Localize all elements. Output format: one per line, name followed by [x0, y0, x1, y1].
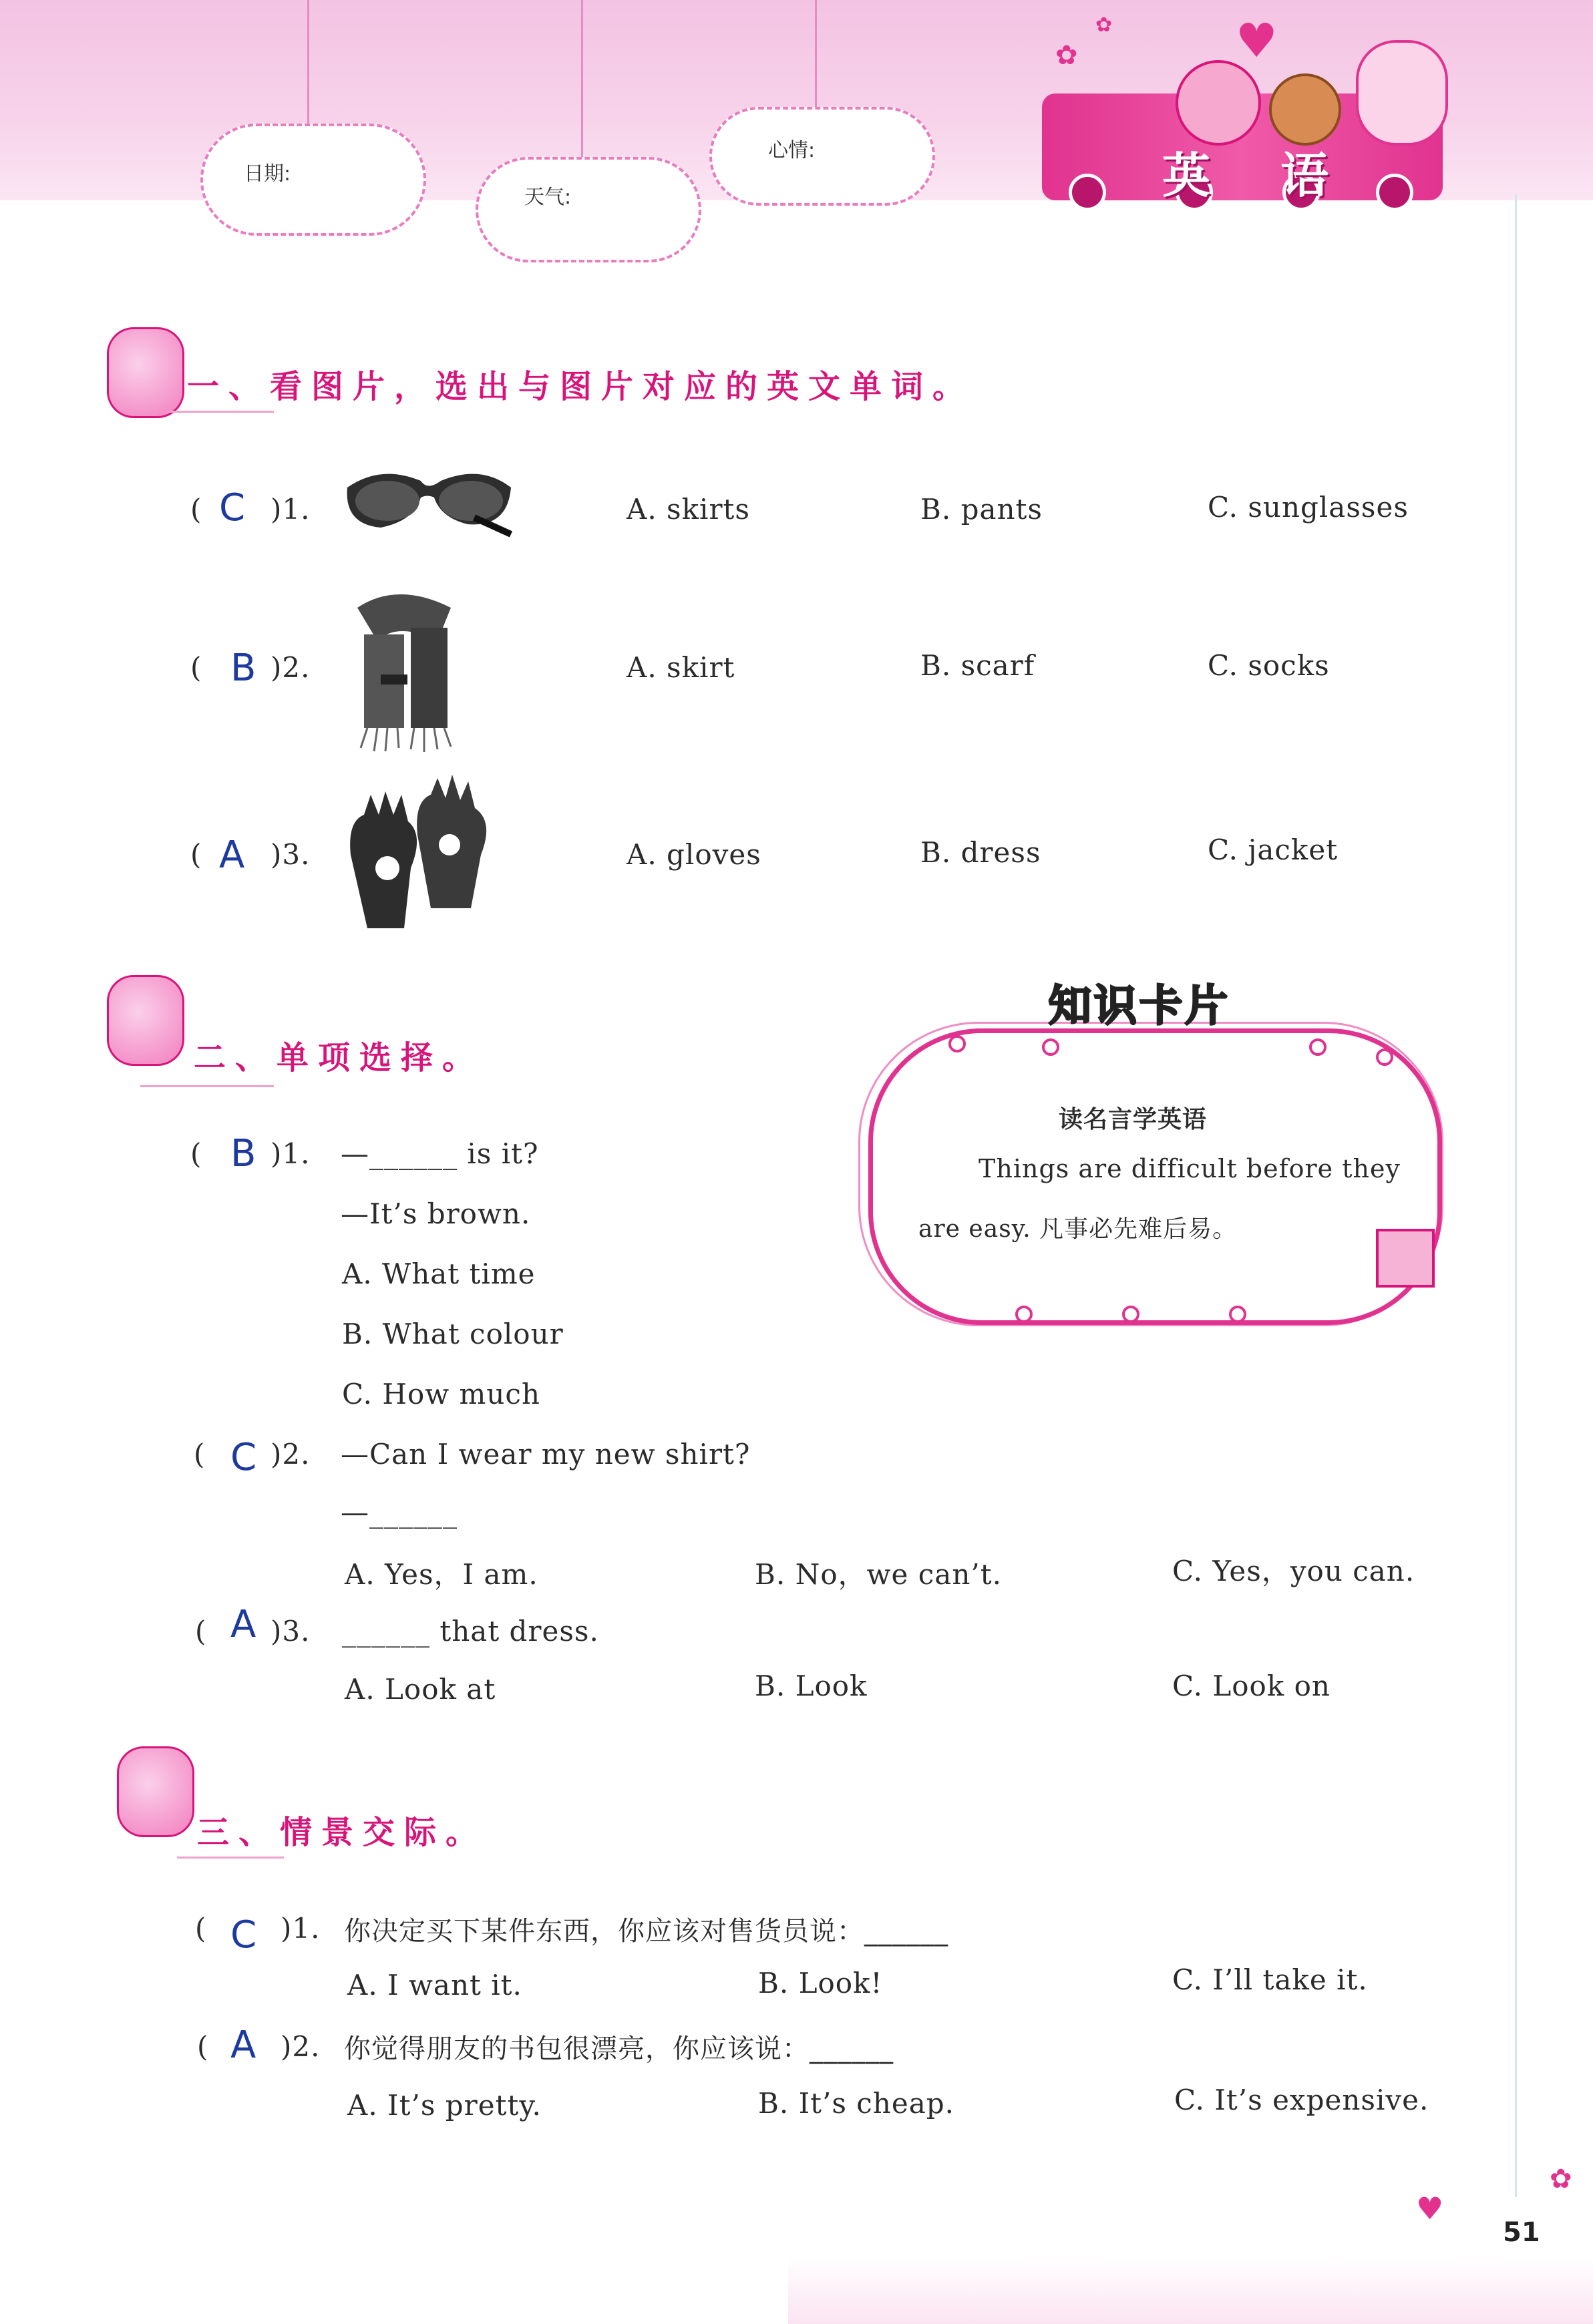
- answer-paren: (: [190, 493, 202, 526]
- option-a: A. skirts: [627, 493, 750, 526]
- answer-paren: (: [195, 1615, 206, 1648]
- page-number: 51: [1503, 2217, 1540, 2248]
- question-prompt: 你觉得朋友的书包很漂亮，你应该说：______: [344, 2034, 894, 2064]
- section-underline: [177, 1857, 284, 1859]
- question-line: —Can I wear my new shirt?: [341, 1438, 751, 1471]
- hanging-string: [581, 0, 583, 167]
- option-c: C. jacket: [1208, 833, 1339, 866]
- rabbit-section-icon: [107, 975, 184, 1066]
- question-number: )2.: [271, 1438, 311, 1471]
- card-line: Things are difficult before they: [979, 1154, 1401, 1183]
- house-icon: [1376, 1229, 1435, 1288]
- option-a: A. gloves: [627, 838, 761, 871]
- mood-cloud: [709, 107, 935, 206]
- answer-paren: (: [195, 1912, 206, 1945]
- option-a: A. I want it.: [347, 1969, 522, 2001]
- sunglasses-picture: [341, 461, 514, 541]
- question-number: )3.: [271, 1615, 311, 1648]
- question-number: )2.: [271, 651, 311, 684]
- card-heading: 读名言学英语: [1059, 1106, 1208, 1133]
- date-cloud: [200, 124, 426, 236]
- answer-paren: (: [190, 838, 202, 871]
- mood-label: 心情:: [768, 139, 816, 162]
- bear-icon: [107, 327, 184, 418]
- question-prompt: 你决定买下某件东西，你应该对售货员说：______: [344, 1916, 948, 1947]
- question-line: —______: [341, 1496, 458, 1529]
- option-b: B. What colour: [342, 1318, 564, 1350]
- bead-icon: [948, 1035, 966, 1052]
- answer-mark: C: [230, 1913, 257, 1957]
- option-b: B. scarf: [920, 649, 1035, 682]
- rabbit-icon: [1356, 40, 1448, 146]
- town-decoration: [788, 2257, 1593, 2324]
- option-c: C. How much: [342, 1378, 541, 1410]
- answer-paren: (: [190, 1137, 202, 1170]
- date-label: 日期:: [244, 162, 291, 186]
- gloves-picture: [337, 775, 511, 935]
- section2-title: 二、单项选择。: [194, 1039, 484, 1077]
- option-b: B. dress: [920, 836, 1041, 869]
- flower-icon: ✿: [1095, 13, 1113, 37]
- answer-paren: (: [194, 1438, 205, 1471]
- bead-icon: [1042, 1038, 1059, 1056]
- option-c: C. socks: [1208, 649, 1330, 682]
- question-line: —It’s brown.: [341, 1197, 531, 1230]
- answer-mark: A: [219, 833, 245, 877]
- option-c: C. It’s expensive.: [1174, 2084, 1429, 2116]
- weather-label: 天气:: [524, 186, 572, 209]
- bead-icon: [1122, 1306, 1139, 1323]
- option-a: A. skirt: [627, 651, 735, 684]
- monkey-icon: [1269, 73, 1341, 146]
- bead-icon: [1376, 1048, 1393, 1066]
- option-b: B. Look!: [758, 1967, 883, 1999]
- option-b: B. Look: [755, 1670, 868, 1702]
- heart-icon: ♥: [1416, 2190, 1444, 2226]
- question-line: —______ is it?: [341, 1137, 539, 1170]
- option-b: B. It’s cheap.: [758, 2087, 954, 2120]
- subject-title: 英 语: [1162, 148, 1356, 204]
- question-number: )1.: [281, 1912, 321, 1945]
- option-a: A. It’s pretty.: [347, 2089, 542, 2122]
- bead-icon: [1229, 1306, 1246, 1323]
- option-a: A. Look at: [345, 1673, 496, 1706]
- answer-mark: C: [230, 1436, 257, 1479]
- section3-title: 三、情景交际。: [197, 1814, 488, 1851]
- option-a: A. Yes，I am.: [345, 1558, 538, 1591]
- answer-mark: B: [230, 646, 256, 690]
- margin-rule: [1515, 194, 1517, 2197]
- flower-icon: ✿: [1055, 40, 1078, 71]
- flower-icon: ✿: [1550, 2164, 1572, 2194]
- card-title: 知识卡片: [1049, 982, 1230, 1031]
- option-c: C. I’ll take it.: [1172, 1963, 1368, 1996]
- option-c: C. sunglasses: [1208, 491, 1409, 524]
- option-c: C. Yes，you can.: [1172, 1555, 1415, 1587]
- answer-mark: C: [219, 486, 246, 530]
- question-line: ______ that dress.: [342, 1615, 599, 1648]
- answer-mark: A: [230, 1603, 256, 1646]
- option-c: C. Look on: [1172, 1670, 1331, 1702]
- hanging-string: [815, 0, 817, 114]
- option-b: B. No，we can’t.: [755, 1558, 1002, 1591]
- question-number: )3.: [271, 838, 311, 871]
- wheel-icon: [1069, 174, 1106, 211]
- question-number: )2.: [281, 2030, 321, 2063]
- answer-paren: (: [190, 651, 202, 684]
- answer-paren: (: [197, 2030, 208, 2063]
- section-underline: [167, 411, 274, 413]
- bead-icon: [1309, 1038, 1326, 1056]
- scarf-picture: [337, 581, 478, 755]
- option-a: A. What time: [342, 1257, 536, 1290]
- answer-mark: A: [230, 2023, 256, 2067]
- section1-title: 一、看图片，选出与图片对应的英文单词。: [187, 368, 975, 405]
- option-b: B. pants: [920, 493, 1043, 526]
- boy-icon: [117, 1746, 194, 1837]
- card-line: are easy. 凡事必先难后易。: [918, 1215, 1238, 1243]
- monkey-girl-icon: [1176, 60, 1261, 146]
- section-underline: [140, 1085, 274, 1087]
- question-number: )1.: [271, 1137, 311, 1170]
- hanging-string: [307, 0, 309, 134]
- answer-mark: B: [230, 1132, 256, 1175]
- weather-cloud: [476, 157, 701, 262]
- heart-icon: ♥: [1236, 13, 1278, 68]
- wheel-icon: [1376, 174, 1413, 211]
- question-number: )1.: [271, 493, 311, 526]
- bead-icon: [1015, 1306, 1033, 1323]
